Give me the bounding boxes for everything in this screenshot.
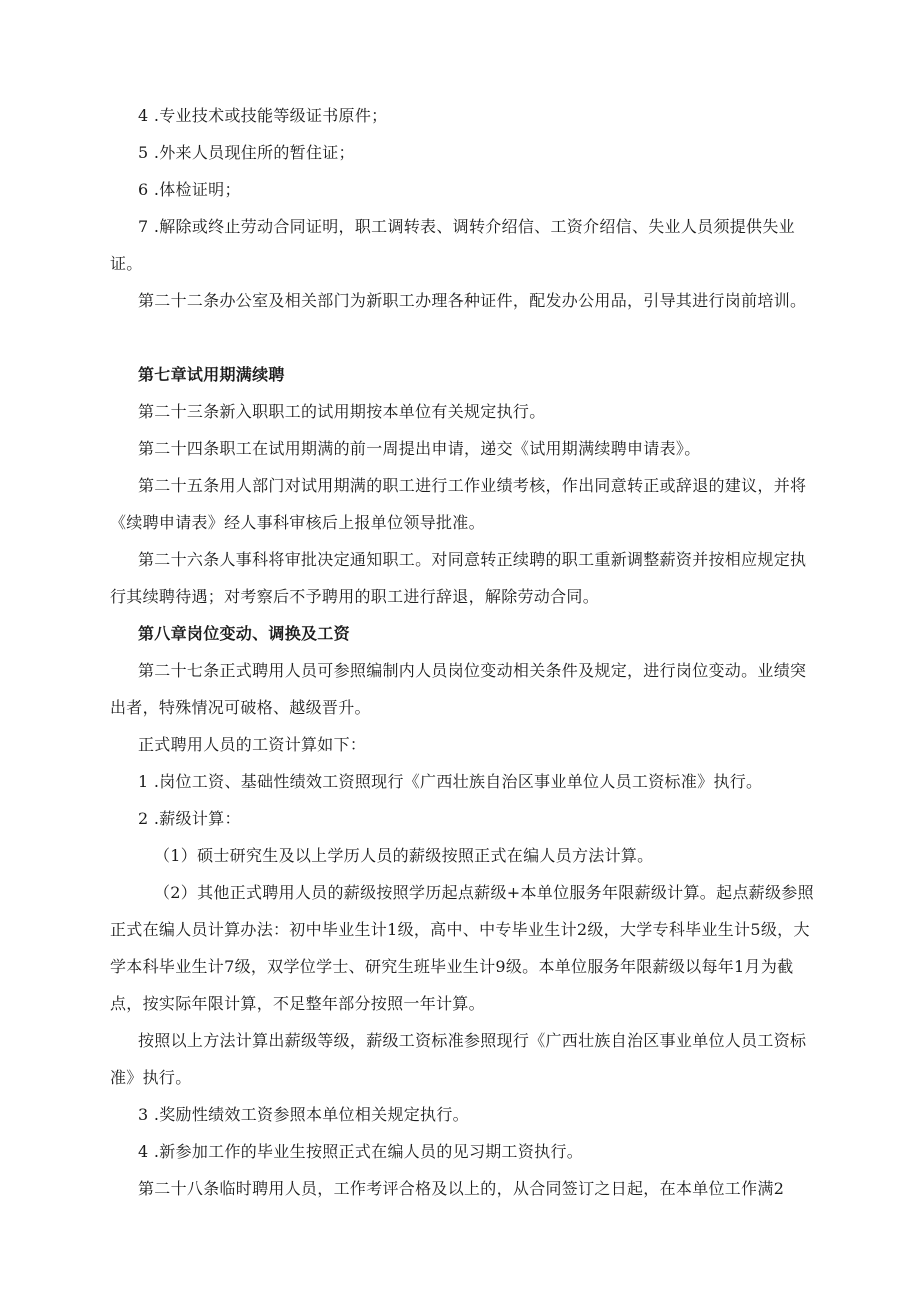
- paragraph-salary-item-1: 1 .岗位工资、基础性绩效工资照现行《广西壮族自治区事业单位人员工资标准》执行。: [138, 772, 763, 791]
- paragraph-item-6-health-check: 6 .体检证明；: [138, 180, 241, 199]
- paragraph-article-22: 第二十二条办公室及相关部门为新职工办理各种证件，配发办公用品，引导其进行岗前培训。: [138, 291, 807, 310]
- paragraph-salary-item-4: 4 .新参加工作的毕业生按照正式在编人员的见习期工资执行。: [138, 1142, 584, 1161]
- paragraph-article-23: 第二十三条新入职职工的试用期按本单位有关规定执行。: [138, 402, 546, 421]
- paragraph-item-7-labor-contract: 7 .解除或终止劳动合同证明，职工调转表、调转介绍信、工资介绍信、失业人员须提供失业证。: [110, 217, 795, 273]
- paragraph-item-4-certificate: 4 .专业技术或技能等级证书原件；: [138, 106, 388, 125]
- paragraph-salary-standard: 按照以上方法计算出薪级等级，薪级工资标准参照现行《广西壮族自治区事业单位人员工资标准》执行。: [110, 1031, 807, 1087]
- paragraph-article-24: 第二十四条职工在试用期满的前一周提出申请，递交《试用期满续聘申请表》。: [138, 439, 701, 458]
- paragraph-salary-item-3: 3 .奖励性绩效工资参照本单位相关规定执行。: [138, 1105, 469, 1124]
- paragraph-article-27: 第二十七条正式聘用人员可参照编制内人员岗位变动相关条件及规定，进行岗位变动。业绩突出者，特殊情况可破格、越级晋升。: [110, 661, 807, 717]
- paragraph-salary-intro: 正式聘用人员的工资计算如下：: [138, 735, 367, 754]
- paragraph-article-28: 第二十八条临时聘用人员，工作考评合格及以上的，从合同签订之日起，在本单位工作满2: [138, 1179, 785, 1198]
- paragraph-salary-sub-2: （2）其他正式聘用人员的薪级按照学历起点薪级+本单位服务年限薪级计算。起点薪级参照正式在编人员计算办法：初中毕业生计1级，高中、中专毕业生计2级，大学专科毕业生计5级，大学本科毕业生计7级，双学位学士、研究生班毕业生计9级。本单位服务年限薪级以每年1月为截点，按实际年限计算，不足整年部分按照一年计算。: [110, 883, 814, 1013]
- chapter-8-heading: 第八章岗位变动、调换及工资: [138, 624, 350, 643]
- paragraph-article-26: 第二十六条人事科将审批决定通知职工。对同意转正续聘的职工重新调整薪资并按相应规定执行其续聘待遇；对考察后不予聘用的职工进行辞退，解除劳动合同。: [110, 550, 807, 606]
- chapter-7-heading: 第七章试用期满续聘: [138, 365, 285, 384]
- paragraph-salary-item-2: 2 .薪级计算：: [138, 809, 241, 828]
- paragraph-article-25: 第二十五条用人部门对试用期满的职工进行工作业绩考核，作出同意转正或辞退的建议，并将《续聘申请表》经人事科审核后上报单位领导批准。: [110, 476, 807, 532]
- paragraph-item-5-residence-permit: 5 .外来人员现住所的暂住证；: [138, 143, 355, 162]
- paragraph-salary-sub-1: （1）硕士研究生及以上学历人员的薪级按照正式在编人员方法计算。: [154, 846, 654, 865]
